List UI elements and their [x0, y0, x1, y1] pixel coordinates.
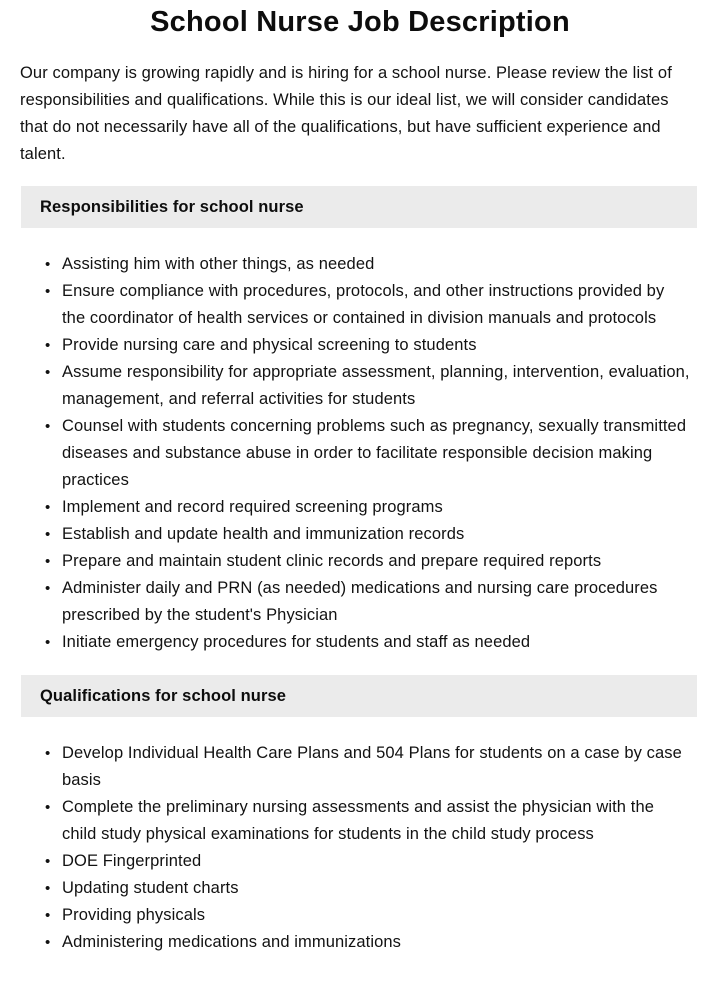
list-item-text: Administering medications and immunizations	[62, 933, 402, 951]
list-item-text: Assisting him with other things, as needed	[62, 255, 375, 273]
bullet-icon: •	[45, 256, 51, 273]
list-item	[45, 548, 692, 575]
bullet-icon: •	[45, 364, 51, 381]
list-item-text: Implement and record required screening programs	[62, 498, 443, 516]
document-page	[0, 6, 720, 1008]
bullet-icon: •	[45, 907, 51, 924]
bullet-icon: •	[45, 580, 51, 597]
list-item	[45, 740, 692, 794]
list-item	[45, 902, 692, 929]
bullet-icon: •	[45, 526, 51, 543]
list-item	[45, 251, 692, 278]
list-item-text: Administer daily and PRN (as needed) medications and nursing care procedures prescribed by the student's Physician	[62, 579, 658, 624]
list-item-text: Prepare and maintain student clinic records and prepare required reports	[62, 552, 602, 570]
list-item-text: Establish and update health and immunization records	[62, 525, 465, 543]
bullet-icon: •	[45, 745, 51, 762]
list-item	[45, 494, 692, 521]
list-item	[45, 929, 692, 956]
bullet-icon: •	[45, 283, 51, 300]
section-header-qualifications	[21, 675, 697, 717]
bullet-icon: •	[45, 853, 51, 870]
bullet-icon: •	[45, 634, 51, 651]
list-item-text: Provide nursing care and physical screening to students	[62, 336, 477, 354]
bullet-icon: •	[45, 337, 51, 354]
list-item-text: Ensure compliance with procedures, protocols, and other instructions provided by the coordinator of health services or contained in division manuals and protocols	[62, 282, 665, 327]
list-item	[45, 848, 692, 875]
bullet-icon: •	[45, 553, 51, 570]
list-item-text: Counsel with students concerning problems such as pregnancy, sexually transmitted diseases and substance abuse in order to facilitate responsible decision making practices	[62, 417, 687, 489]
list-item	[45, 629, 692, 656]
list-item	[45, 332, 692, 359]
list-item	[45, 413, 692, 494]
list-item-text: Complete the preliminary nursing assessments and assist the physician with the child study physical examinations for students in the child study process	[62, 798, 654, 843]
list-item	[45, 521, 692, 548]
qualifications-list	[0, 740, 720, 956]
list-item	[45, 575, 692, 629]
list-item-text: Updating student charts	[62, 879, 239, 897]
list-item	[45, 875, 692, 902]
bullet-icon: •	[45, 418, 51, 435]
bullet-icon: •	[45, 934, 51, 951]
section-heading: Qualifications for school nurse	[40, 686, 287, 705]
list-item	[45, 359, 692, 413]
page-title: School Nurse Job Description	[150, 6, 570, 38]
list-item	[45, 278, 692, 332]
list-item-text: Develop Individual Health Care Plans and 504 Plans for students on a case by case basis	[62, 744, 682, 789]
bullet-icon: •	[45, 880, 51, 897]
list-item-text: Initiate emergency procedures for students and staff as needed	[62, 633, 531, 651]
section-heading: Responsibilities for school nurse	[40, 197, 304, 216]
list-item-text: Providing physicals	[62, 906, 206, 924]
list-item-text: Assume responsibility for appropriate assessment, planning, intervention, evaluation, management, and referral activities for students	[62, 363, 690, 408]
bullet-icon: •	[45, 799, 51, 816]
intro-paragraph: Our company is growing rapidly and is hiring for a school nurse. Please review the list of responsibilities and qualifications. While this is our ideal list, we will consider candidates that do not necessarily have all of the qualifications, but have sufficient experience and talent.	[20, 64, 672, 163]
list-item-text: DOE Fingerprinted	[62, 852, 202, 870]
list-item	[45, 794, 692, 848]
section-header-responsibilities	[21, 186, 697, 228]
bullet-icon: •	[45, 499, 51, 516]
responsibilities-list	[0, 251, 720, 656]
